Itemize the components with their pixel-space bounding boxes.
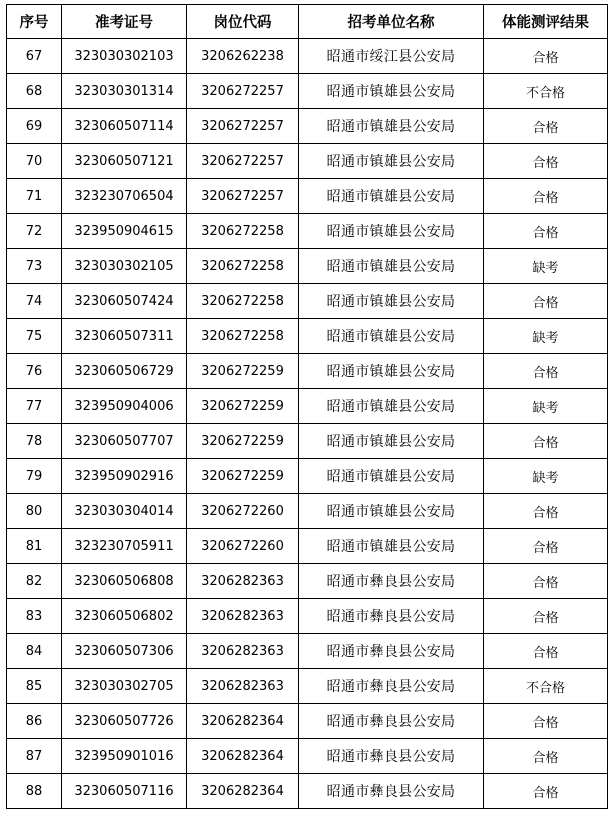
header-position-code: 岗位代码 bbox=[187, 5, 299, 39]
cell-serial-number: 82 bbox=[7, 564, 62, 599]
cell-admission-ticket-number: 323950902916 bbox=[62, 459, 187, 494]
cell-position-code: 3206272257 bbox=[187, 74, 299, 109]
header-row bbox=[7, 5, 608, 39]
cell-fitness-test-result: 合格 bbox=[484, 564, 608, 599]
cell-fitness-test-result: 合格 bbox=[484, 144, 608, 179]
cell-position-code: 3206262238 bbox=[187, 39, 299, 74]
cell-fitness-test-result: 合格 bbox=[484, 739, 608, 774]
table-row bbox=[7, 109, 608, 144]
cell-serial-number: 79 bbox=[7, 459, 62, 494]
table-row bbox=[7, 459, 608, 494]
table-row bbox=[7, 704, 608, 739]
table-row bbox=[7, 74, 608, 109]
cell-position-code: 3206272258 bbox=[187, 319, 299, 354]
table-row bbox=[7, 669, 608, 704]
cell-serial-number: 71 bbox=[7, 179, 62, 214]
cell-recruiting-unit-name: 昭通市镇雄县公安局 bbox=[299, 179, 484, 214]
cell-admission-ticket-number: 323060507311 bbox=[62, 319, 187, 354]
cell-admission-ticket-number: 323060507424 bbox=[62, 284, 187, 319]
cell-recruiting-unit-name: 昭通市镇雄县公安局 bbox=[299, 249, 484, 284]
cell-serial-number: 84 bbox=[7, 634, 62, 669]
cell-admission-ticket-number: 323230706504 bbox=[62, 179, 187, 214]
cell-admission-ticket-number: 323950901016 bbox=[62, 739, 187, 774]
cell-position-code: 3206272258 bbox=[187, 284, 299, 319]
cell-serial-number: 75 bbox=[7, 319, 62, 354]
cell-serial-number: 83 bbox=[7, 599, 62, 634]
table-row bbox=[7, 529, 608, 564]
cell-recruiting-unit-name: 昭通市镇雄县公安局 bbox=[299, 459, 484, 494]
cell-fitness-test-result: 合格 bbox=[484, 704, 608, 739]
cell-recruiting-unit-name: 昭通市彝良县公安局 bbox=[299, 669, 484, 704]
cell-recruiting-unit-name: 昭通市镇雄县公安局 bbox=[299, 144, 484, 179]
cell-position-code: 3206282363 bbox=[187, 599, 299, 634]
cell-fitness-test-result: 合格 bbox=[484, 179, 608, 214]
cell-admission-ticket-number: 323230705911 bbox=[62, 529, 187, 564]
cell-position-code: 3206282364 bbox=[187, 704, 299, 739]
table-row bbox=[7, 284, 608, 319]
cell-fitness-test-result: 合格 bbox=[484, 529, 608, 564]
cell-recruiting-unit-name: 昭通市彝良县公安局 bbox=[299, 564, 484, 599]
cell-recruiting-unit-name: 昭通市镇雄县公安局 bbox=[299, 529, 484, 564]
cell-admission-ticket-number: 323030301314 bbox=[62, 74, 187, 109]
cell-fitness-test-result: 缺考 bbox=[484, 389, 608, 424]
cell-admission-ticket-number: 323030304014 bbox=[62, 494, 187, 529]
cell-position-code: 3206272258 bbox=[187, 249, 299, 284]
cell-admission-ticket-number: 323060506802 bbox=[62, 599, 187, 634]
cell-admission-ticket-number: 323060506729 bbox=[62, 354, 187, 389]
cell-serial-number: 68 bbox=[7, 74, 62, 109]
header-admission-ticket-number: 准考证号 bbox=[62, 5, 187, 39]
cell-recruiting-unit-name: 昭通市彝良县公安局 bbox=[299, 634, 484, 669]
table-row bbox=[7, 179, 608, 214]
cell-admission-ticket-number: 323950904006 bbox=[62, 389, 187, 424]
cell-recruiting-unit-name: 昭通市镇雄县公安局 bbox=[299, 284, 484, 319]
cell-recruiting-unit-name: 昭通市彝良县公安局 bbox=[299, 704, 484, 739]
cell-recruiting-unit-name: 昭通市绥江县公安局 bbox=[299, 39, 484, 74]
cell-admission-ticket-number: 323060507306 bbox=[62, 634, 187, 669]
cell-fitness-test-result: 合格 bbox=[484, 214, 608, 249]
cell-recruiting-unit-name: 昭通市彝良县公安局 bbox=[299, 739, 484, 774]
cell-recruiting-unit-name: 昭通市镇雄县公安局 bbox=[299, 214, 484, 249]
cell-serial-number: 69 bbox=[7, 109, 62, 144]
cell-position-code: 3206272257 bbox=[187, 179, 299, 214]
cell-fitness-test-result: 合格 bbox=[484, 494, 608, 529]
cell-serial-number: 87 bbox=[7, 739, 62, 774]
cell-position-code: 3206272259 bbox=[187, 389, 299, 424]
table-row bbox=[7, 319, 608, 354]
cell-admission-ticket-number: 323060507707 bbox=[62, 424, 187, 459]
cell-fitness-test-result: 合格 bbox=[484, 39, 608, 74]
cell-position-code: 3206282363 bbox=[187, 634, 299, 669]
cell-serial-number: 70 bbox=[7, 144, 62, 179]
cell-recruiting-unit-name: 昭通市镇雄县公安局 bbox=[299, 319, 484, 354]
cell-admission-ticket-number: 323060507726 bbox=[62, 704, 187, 739]
cell-serial-number: 72 bbox=[7, 214, 62, 249]
cell-serial-number: 81 bbox=[7, 529, 62, 564]
cell-admission-ticket-number: 323030302103 bbox=[62, 39, 187, 74]
table-header bbox=[7, 5, 608, 39]
cell-fitness-test-result: 不合格 bbox=[484, 74, 608, 109]
cell-serial-number: 77 bbox=[7, 389, 62, 424]
cell-position-code: 3206272259 bbox=[187, 459, 299, 494]
cell-serial-number: 76 bbox=[7, 354, 62, 389]
table-row bbox=[7, 599, 608, 634]
cell-fitness-test-result: 合格 bbox=[484, 774, 608, 809]
table-row bbox=[7, 424, 608, 459]
cell-admission-ticket-number: 323060507114 bbox=[62, 109, 187, 144]
cell-serial-number: 67 bbox=[7, 39, 62, 74]
cell-admission-ticket-number: 323950904615 bbox=[62, 214, 187, 249]
cell-admission-ticket-number: 323030302705 bbox=[62, 669, 187, 704]
cell-position-code: 3206282363 bbox=[187, 669, 299, 704]
table-row bbox=[7, 249, 608, 284]
cell-fitness-test-result: 合格 bbox=[484, 109, 608, 144]
cell-fitness-test-result: 不合格 bbox=[484, 669, 608, 704]
table-row bbox=[7, 39, 608, 74]
cell-serial-number: 78 bbox=[7, 424, 62, 459]
header-recruiting-unit-name: 招考单位名称 bbox=[299, 5, 484, 39]
cell-position-code: 3206272257 bbox=[187, 109, 299, 144]
cell-admission-ticket-number: 323030302105 bbox=[62, 249, 187, 284]
cell-recruiting-unit-name: 昭通市镇雄县公安局 bbox=[299, 109, 484, 144]
table-row bbox=[7, 739, 608, 774]
table-row bbox=[7, 144, 608, 179]
cell-position-code: 3206282364 bbox=[187, 739, 299, 774]
cell-recruiting-unit-name: 昭通市彝良县公安局 bbox=[299, 774, 484, 809]
cell-fitness-test-result: 合格 bbox=[484, 424, 608, 459]
cell-serial-number: 80 bbox=[7, 494, 62, 529]
results-table bbox=[6, 4, 608, 809]
cell-position-code: 3206272260 bbox=[187, 494, 299, 529]
table-row bbox=[7, 214, 608, 249]
cell-position-code: 3206282364 bbox=[187, 774, 299, 809]
cell-position-code: 3206272257 bbox=[187, 144, 299, 179]
cell-fitness-test-result: 合格 bbox=[484, 634, 608, 669]
header-serial-number: 序号 bbox=[7, 5, 62, 39]
cell-position-code: 3206272259 bbox=[187, 354, 299, 389]
table-row bbox=[7, 494, 608, 529]
cell-recruiting-unit-name: 昭通市彝良县公安局 bbox=[299, 599, 484, 634]
cell-recruiting-unit-name: 昭通市镇雄县公安局 bbox=[299, 494, 484, 529]
cell-fitness-test-result: 缺考 bbox=[484, 319, 608, 354]
cell-position-code: 3206282363 bbox=[187, 564, 299, 599]
cell-fitness-test-result: 缺考 bbox=[484, 459, 608, 494]
header-fitness-test-result: 体能测评结果 bbox=[484, 5, 608, 39]
cell-position-code: 3206272260 bbox=[187, 529, 299, 564]
cell-position-code: 3206272258 bbox=[187, 214, 299, 249]
cell-serial-number: 86 bbox=[7, 704, 62, 739]
table-body bbox=[7, 39, 608, 809]
table-row bbox=[7, 774, 608, 809]
cell-fitness-test-result: 合格 bbox=[484, 599, 608, 634]
table-row bbox=[7, 389, 608, 424]
cell-recruiting-unit-name: 昭通市镇雄县公安局 bbox=[299, 74, 484, 109]
cell-serial-number: 73 bbox=[7, 249, 62, 284]
table-row bbox=[7, 354, 608, 389]
cell-serial-number: 74 bbox=[7, 284, 62, 319]
cell-admission-ticket-number: 323060507116 bbox=[62, 774, 187, 809]
cell-recruiting-unit-name: 昭通市镇雄县公安局 bbox=[299, 424, 484, 459]
cell-recruiting-unit-name: 昭通市镇雄县公安局 bbox=[299, 389, 484, 424]
cell-fitness-test-result: 合格 bbox=[484, 354, 608, 389]
cell-recruiting-unit-name: 昭通市镇雄县公安局 bbox=[299, 354, 484, 389]
cell-fitness-test-result: 缺考 bbox=[484, 249, 608, 284]
table-row bbox=[7, 564, 608, 599]
cell-fitness-test-result: 合格 bbox=[484, 284, 608, 319]
cell-admission-ticket-number: 323060506808 bbox=[62, 564, 187, 599]
cell-position-code: 3206272259 bbox=[187, 424, 299, 459]
table-row bbox=[7, 634, 608, 669]
cell-admission-ticket-number: 323060507121 bbox=[62, 144, 187, 179]
cell-serial-number: 88 bbox=[7, 774, 62, 809]
cell-serial-number: 85 bbox=[7, 669, 62, 704]
